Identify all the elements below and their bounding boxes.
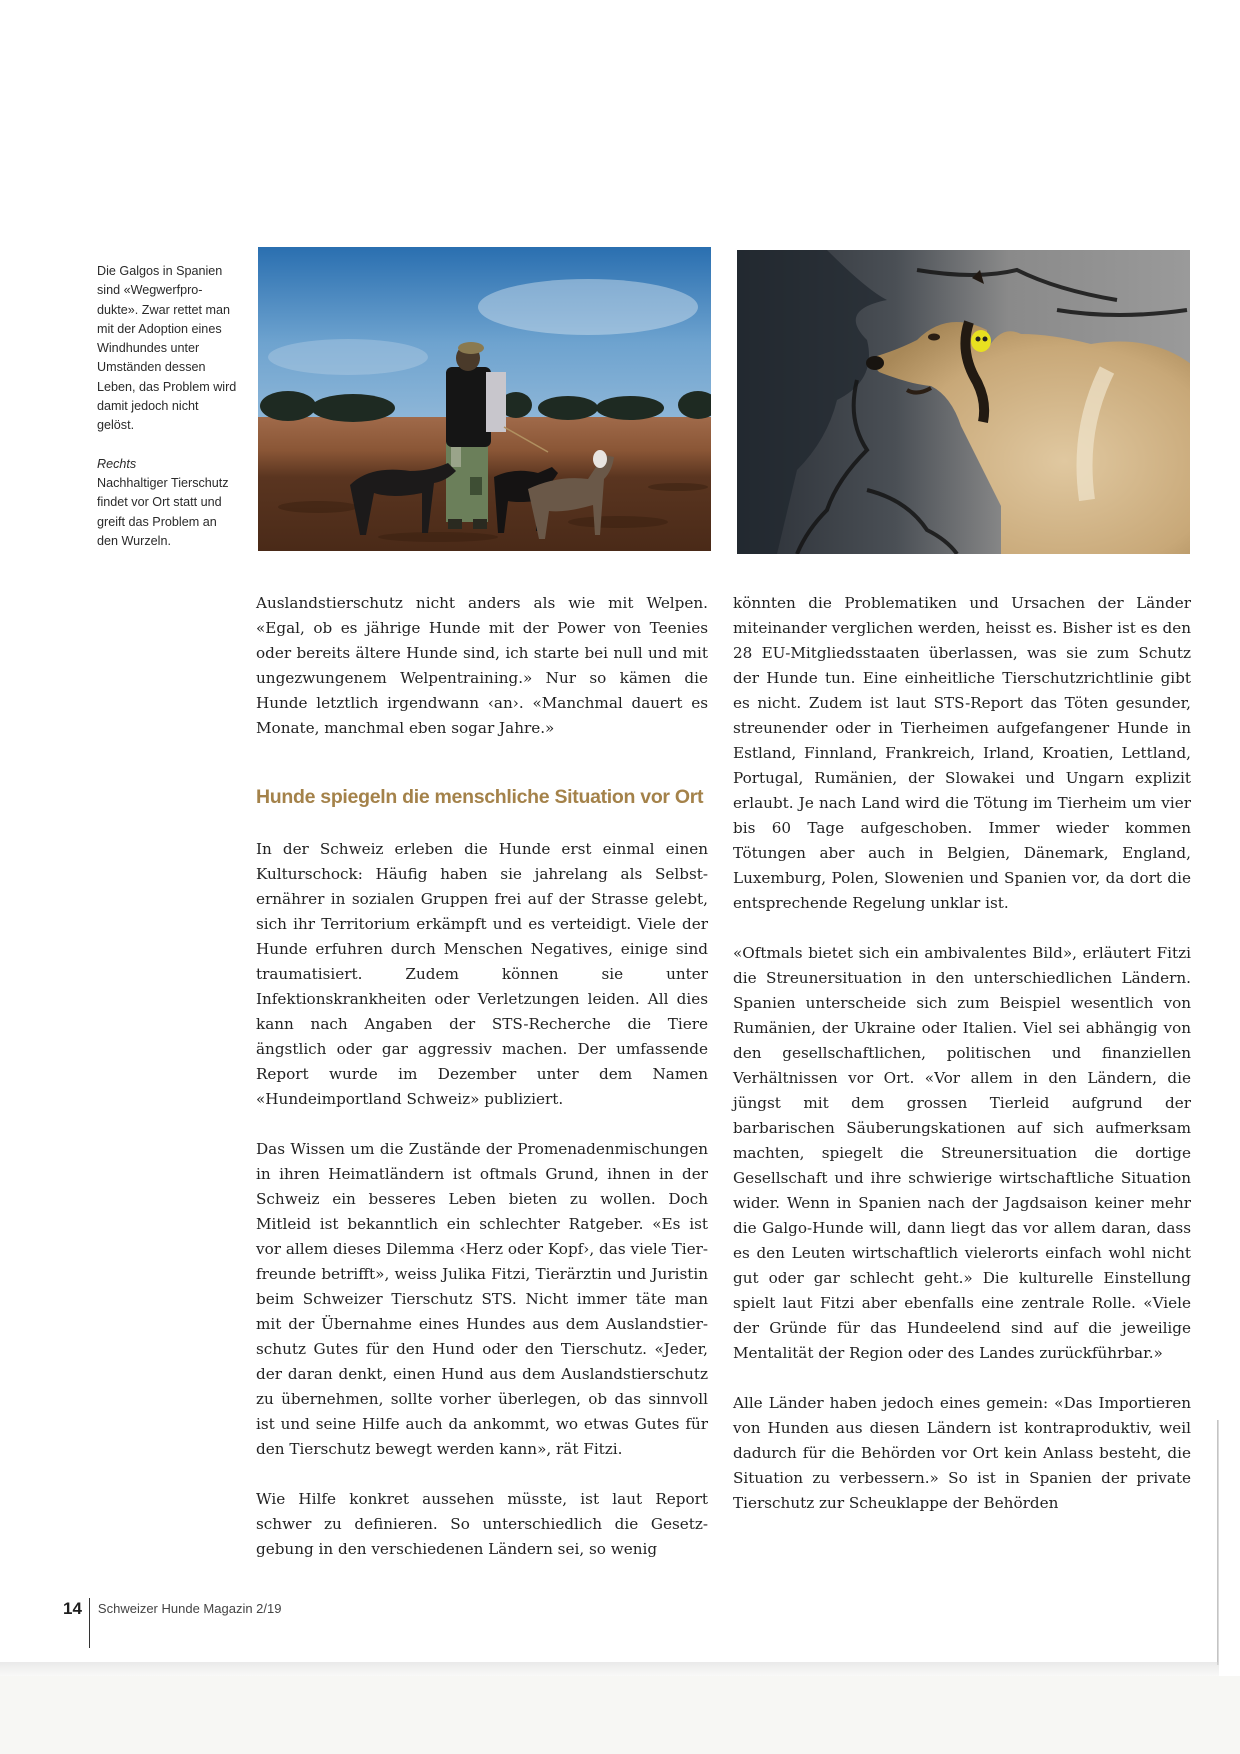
photo-hunter-with-galgos [258,247,711,551]
article-paragraph: Alle Länder haben jedoch eines gemein: «Das Importieren von Hunden aus diesen Ländern ist kontraproduktiv, weil dadurch für die Behörden vor Ort kein Anlass besteht, die Situation zu verbessern.» So ist in Spanien der private Tierschutz zur Scheuklappe der Behörden [733,1394,1191,1512]
caption-text-right-photo: Nachhaltiger Tierschutz findet vor Ort statt und greift das Problem an den Wurzeln. [97,475,229,548]
dog-photo-illustration [737,250,1190,554]
article-paragraph: «Oftmals bietet sich ein ambivalentes Bild», erläutert Fitzi die Streunersituation in den unterschiedlichen Ländern. Spanien unterscheide sich zum Beispiel wesentlich von Rumänien, der Ukraine oder Italien. Viel sei abhängig von den gesellschaftlichen, politischen und finanziellen Verhältnissen vor Ort. «Vor allem in den Ländern, die jüngst mit dem grossen Tierleid aufgrund der barbarischen Säuberungskationen auf sich aufmerksam machten, spiegelt die Streunersituation die dortige Gesellschaft und ihre schwierige wirtschaftliche Situation wider. Wenn in Spanien nach der Jagdsaison keiner mehr die Galgo-Hunde will, dann liegt das vor allem daran, dass es den Leuten wirtschaftlich vielerorts einfach wohl nicht gut oder gar schlecht geht.» Die kulturelle Einstellung spielt laut Fitzi aber ebenfalls eine zentrale Rolle. «Viele der Gründe für das Hundeelend sind auf die jeweilige Mentalität der Region oder des Landes zurückführbar.» [733,944,1191,1362]
section-heading: Hunde spiegeln die menschliche Situation vor Ort [256,786,704,808]
caption-gap [97,436,237,455]
scanner-background [0,1676,1240,1754]
publication-title: Schweizer Hunde Magazin 2/19 [97,1601,282,1616]
article-paragraph: könnten die Problematiken und Ursachen der Länder miteinander verglichen werden, heisst es. Bisher ist es den 28 EU-Mitgliedsstaaten überlassen, was sie zum Schutz der Hunde tun. Eine einheitliche Tierschutzrichtlinie gibt es nicht. Zudem ist laut STS-Report das Töten gesunder, streunender oder in Tierheimen aufgefangener Hunde in Estland, Finnland, Frankreich, Irland, Kroatien, Lettland, Portugal, Rumänien, der Slowakei und Ungarn explizit erlaubt. Je nach Land wird die Tötung im Tierheim um vier bis 60 Tage aufgeschoben. Immer wieder kommen Tötungen aber auch in Belgien, Dänemark, England, Luxemburg, Polen, Slowenien und Spanien vor, da dort die entsprechende Regelung unklar ist. [733,594,1191,912]
photo-caption [97,262,237,551]
caption-text-left-photo: Die Galgos in Spanien sind «Wegwerfpro-dukte». Zwar rettet man mit der Adoption eines Windhundes unter Umständen dessen Leben, das Problem wird damit jedoch nicht gelöst. [97,264,237,433]
page-number: 14 [63,1599,82,1618]
article-paragraph: Wie Hilfe konkret aussehen müsste, ist laut Report schwer zu definieren. So unterschiedlich die Gesetzgebung in den verschiedenen Ländern sei, so wenig [256,1490,708,1558]
page-footer [63,1598,281,1646]
article-paragraph: In der Schweiz erleben die Hunde erst einmal einen Kulturschock: Häufig haben sie jahrelang als Selbsternährer in sozialen Gruppen frei auf der Strasse gelebt, sich ihr Territorium erkämpft und es verteidigt. Viele der Hunde erfuhren durch Menschen Negatives, einige sind traumatisiert. Zudem können sie unter Infektionskrankheiten oder Verletzungen leiden. All dies kann nach Angaben der STS-Recherche die Tiere ängstlich oder gar aggressiv machen. Der umfassende Report wurde im Dezember unter dem Namen «Hundeimportland Schweiz» publiziert. [256,840,708,1108]
photo-stray-dog [737,250,1190,554]
article-column-right [733,591,1191,1516]
paper-edge-right [1217,1420,1219,1665]
article-paragraph: Auslandstierschutz nicht anders als wie mit Welpen. «Egal, ob es jährige Hunde mit der Power von Teenies oder bereits ältere Hunde sind, ich starte bei null und mit ungezwungenem Welpentraining.» Nur so kämen die Hunde letztlich irgendwann ‹an›. «Manchmal dauert es Monate, manchmal eben sogar Jahre.» [256,594,708,737]
caption-label-right: Rechts [97,456,137,471]
article-paragraph: Das Wissen um die Zustände der Promenadenmischungen in ihren Heimatländern ist oftmals Grund, ihnen in der Schweiz ein besseres Leben bieten zu wollen. Doch Mitleid ist bekanntlich ein schlechter Ratgeber. «Es ist vor allem dieses Dilemma ‹Herz oder Kopf›, das viele Tierfreunde betrifft», weiss Julika Fitzi, Tierärztin und Juristin beim Schweizer Tierschutz STS. Nicht immer täte man mit der Übernahme eines Hundes aus dem Auslandstierschutz Gutes für den Hund oder den Tierschutz. «Jeder, der daran denkt, einen Hund aus dem Auslandstierschutz zu übernehmen, sollte vorher überlegen, ob das sinnvoll ist und seine Hilfe auch da ankommt, wo etwas Gutes für den Tierschutz bewegt werden kann», rät Fitzi. [256,1140,708,1458]
paper-edge-shadow [0,1662,1219,1676]
hunter-photo-illustration [258,247,711,551]
article-column-left [256,591,708,1562]
